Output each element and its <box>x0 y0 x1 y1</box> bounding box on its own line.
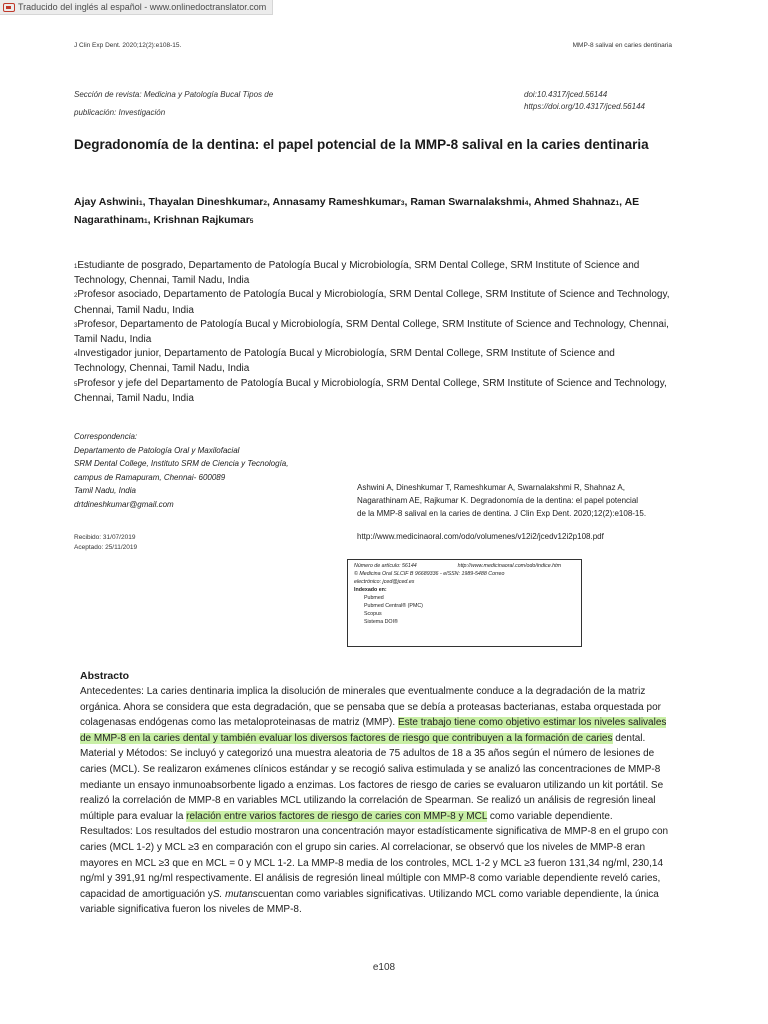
affiliation-line: Profesor y jefe del Departamento de Patología Bucal y Microbiología, SRM Dental College, SRM Institute of Science and Technology, <box>77 377 667 389</box>
author-line: Ajay Ashwini1, Thayalan Dineshkumar2, Annasamy Rameshkumar3, Raman Swarnalakshmi4, Ahmed Shahnaz1, AE <box>74 196 640 208</box>
affiliation-number: 3 <box>74 322 78 329</box>
correspondence-block <box>74 430 288 511</box>
running-header-left: J Clin Exp Dent. 2020;12(2):e108-15. <box>74 42 182 49</box>
author-affiliation-number: 4 <box>524 200 529 207</box>
author-list <box>74 194 674 230</box>
page-number: e108 <box>372 962 396 973</box>
abstract-text: como variable dependiente. <box>487 810 613 822</box>
correspondence-label: Correspondencia: <box>74 432 138 441</box>
abstract-text: Resultados: Los resultados del estudio mostraron una concentración mayor estadísticamente significativa de MMP-8 en el grupo con caries (MCL 1-2) y MCL ≥3 en comparación con el grupo sin caries. Al correlacionar, se observó que los niveles de MMP-8 eran mayores en MCL ≥3 que en MCL = 0 y MCL 1-2. La MMP-8 media de los controles, MCL 1-2 y MCL ≥3 fueron 131,34 ng/ml, 230,14 ng/ml y 391,91 ng/ml respectivamente. El análisis de regresión lineal múltiple con MMP-8 como variable dependiente reveló caries, capacidad de amortiguación y <box>80 826 669 900</box>
publication-type-line: publicación: Investigación <box>74 108 166 117</box>
pdf-translate-logo-icon <box>3 3 15 12</box>
author-name: Raman Swarnalakshmi <box>410 196 525 208</box>
correspondence-line: SRM Dental College, Instituto SRM de Ciencia y Tecnología, <box>74 459 289 468</box>
author-name: Ajay Ashwini <box>74 196 139 208</box>
author-name: Annasamy Rameshkumar <box>272 196 401 208</box>
dates-block <box>74 533 137 553</box>
indexed-label: Indexado en: <box>354 587 387 593</box>
author-affiliation-number: 5 <box>249 218 254 225</box>
author-name: Nagarathinam <box>74 214 145 226</box>
abstract-heading: Abstracto <box>80 670 130 682</box>
highlighted-text: Este trabajo tiene como objetivo estimar los niveles salivales de MMP-8 en la caries dental y también evaluar los diversos factores de riesgo que contribuyen a la formación de caries <box>80 717 667 744</box>
author-name: Ahmed Shahnaz <box>533 196 616 208</box>
affiliation-line: Technology, Chennai, Tamil Nadu, India <box>74 275 250 287</box>
doi-block <box>524 86 645 113</box>
affiliation-number: 1 <box>74 264 78 270</box>
correspondence-line: Departamento de Patología Oral y Maxilofacial <box>74 445 240 455</box>
section-info <box>74 86 273 122</box>
accepted-date: Aceptado: 25/11/2019 <box>74 544 138 551</box>
translator-link[interactable]: Traducido del inglés al español - www.onlinedoctranslator.com <box>18 2 267 12</box>
citation-line: Nagarathinam AE, Rajkumar K. Degradonomía de la dentina: el papel potencial <box>357 496 639 505</box>
affiliation-line: Chennai, Tamil Nadu, India <box>74 304 194 316</box>
author-affiliation-number: 2 <box>263 200 268 207</box>
citation-line: de la MMP-8 salival en la caries de dentina. J Clin Exp Dent. 2020;12(2):e108-15. <box>357 509 647 518</box>
affiliation-line: Estudiante de posgrado, Departamento de Patología Bucal y Microbiología, SRM Dental College, SRM Institute of Science and <box>77 260 640 271</box>
index-item: Sistema DOI® <box>364 619 398 625</box>
author-name: Thayalan Dineshkumar <box>148 196 264 208</box>
author-affiliation-number: 3 <box>400 200 405 207</box>
species-name: S. mutans <box>212 888 258 900</box>
doi-link[interactable]: https://doi.org/10.4317/jced.56144 <box>524 102 645 111</box>
abstract-text: cuentan como variables significativas. Utilizando MCL como variable dependiente, la única variable significativa fueron los niveles de MMP-8. <box>80 888 659 916</box>
received-date: Recibido: 31/07/2019 <box>74 534 136 541</box>
journal-email: electrónico: jced@jced.es <box>354 579 415 585</box>
abstract-text: Antecedentes: La caries dentinaria implica la disolución de minerales que eventualmente conduce a la degradación de la matriz orgánica. Ahora se considera que esta degradación, que se pensaba que se debía a proteasas bacterianas, estaba orquestada por colagenasas endógenas como las metaloproteinasas de matriz (MMP). <box>80 686 661 729</box>
affiliation-line: Profesor asociado, Departamento de Patología Bucal y Microbiología, SRM Dental College, SRM Institute of Science and Technology, <box>77 289 670 301</box>
author-affiliation-number: 1 <box>138 200 143 207</box>
translator-banner[interactable] <box>0 0 273 15</box>
citation-url-link[interactable]: http://www.medicinaoral.com/odo/volumenes/v12i2/jcedv12i2p108.pdf <box>357 532 604 541</box>
citation-block <box>357 481 687 520</box>
section-line: Sección de revista: Medicina y Patología Bucal Tipos de <box>74 90 274 99</box>
index-item: Pubmed Central® (PMC) <box>364 603 423 609</box>
affiliation-number: 4 <box>74 352 78 359</box>
affiliation-number: 5 <box>74 381 78 388</box>
indexing-info-box <box>347 559 582 647</box>
affiliation-line: Investigador junior, Departamento de Patología Bucal y Microbiología, SRM Dental College, SRM Institute of Science and <box>77 348 615 360</box>
index-item: Pubmed <box>364 595 384 601</box>
copyright-line: © Medicina Oral SLCIF B 96689336 - eISSN: 1989-5488 Correo <box>354 571 505 577</box>
affiliation-line: Technology, Chennai, Tamil Nadu, India <box>74 363 250 375</box>
author-affiliation-number: 1 <box>615 200 620 207</box>
affiliation-line: Tamil Nadu, India <box>74 334 152 346</box>
affiliation-line: Profesor, Departamento de Patología Bucal y Microbiología, SRM Dental College, SRM Institute of Science and Technology, Chennai, <box>77 318 669 330</box>
affiliation-item <box>74 288 684 317</box>
abstract-background-paragraph <box>80 684 670 824</box>
correspondence-line: Tamil Nadu, India <box>74 486 136 495</box>
highlighted-text: relación entre varios factores de riesgo de caries con MMP-8 y MCL <box>186 810 488 822</box>
running-header-right: MMP-8 salival en caries dentinaria <box>572 42 672 49</box>
affiliation-list <box>74 259 684 406</box>
abstract-text: dental. Material y Métodos: Se incluyó y categorizó una muestra aleatoria de 75 adultos de 18 a 35 años según el número de lesiones de caries (MCL). Se realizaron exámenes clínicos estándar y se recogió saliva estimulada y se analizó las concentraciones de MMP-8 mediante un ensayo inmunoabsorbente ligado a enzimas. Los factores de riesgo de caries se evaluaron utilizando un kit portátil. Se realizó la correlación de MMP-8 en variables MCL utilizando la correlación de Spearman. Se realizó un análisis de regresión lineal múltiple para evaluar la <box>80 732 664 822</box>
index-item: Scopus <box>364 611 382 617</box>
doi-text: doi:10.4317/jced.56144 <box>524 90 608 99</box>
affiliation-line: Chennai, Tamil Nadu, India <box>74 392 194 404</box>
affiliation-item <box>74 259 684 288</box>
author-name: Krishnan Rajkumar <box>153 214 250 226</box>
citation-line: Ashwini A, Dineshkumar T, Rameshkumar A, Swarnalakshmi R, Shahnaz A, <box>357 483 625 492</box>
article-number: Número de artículo: 56144 <box>354 563 417 569</box>
affiliation-item <box>74 377 684 406</box>
journal-index-link[interactable]: http://www.medicinaoral.com/odo/indice.htm <box>457 563 561 569</box>
affiliation-item <box>74 347 684 376</box>
author-affiliation-number: 1 <box>144 218 148 225</box>
correspondence-email[interactable]: drtdineshkumar@gmail.com <box>74 499 174 509</box>
affiliation-item <box>74 318 684 347</box>
correspondence-line: campus de Ramapuram, Chennai- 600089 <box>74 472 226 482</box>
abstract-section <box>80 668 670 918</box>
author-line: Nagarathinam1, Krishnan Rajkumar5 <box>74 214 254 226</box>
affiliation-number: 2 <box>74 293 78 300</box>
article-title: Degradonomía de la dentina: el papel potencial de la MMP-8 salival en la caries dentinaria <box>74 137 649 152</box>
abstract-results-paragraph <box>80 824 670 918</box>
